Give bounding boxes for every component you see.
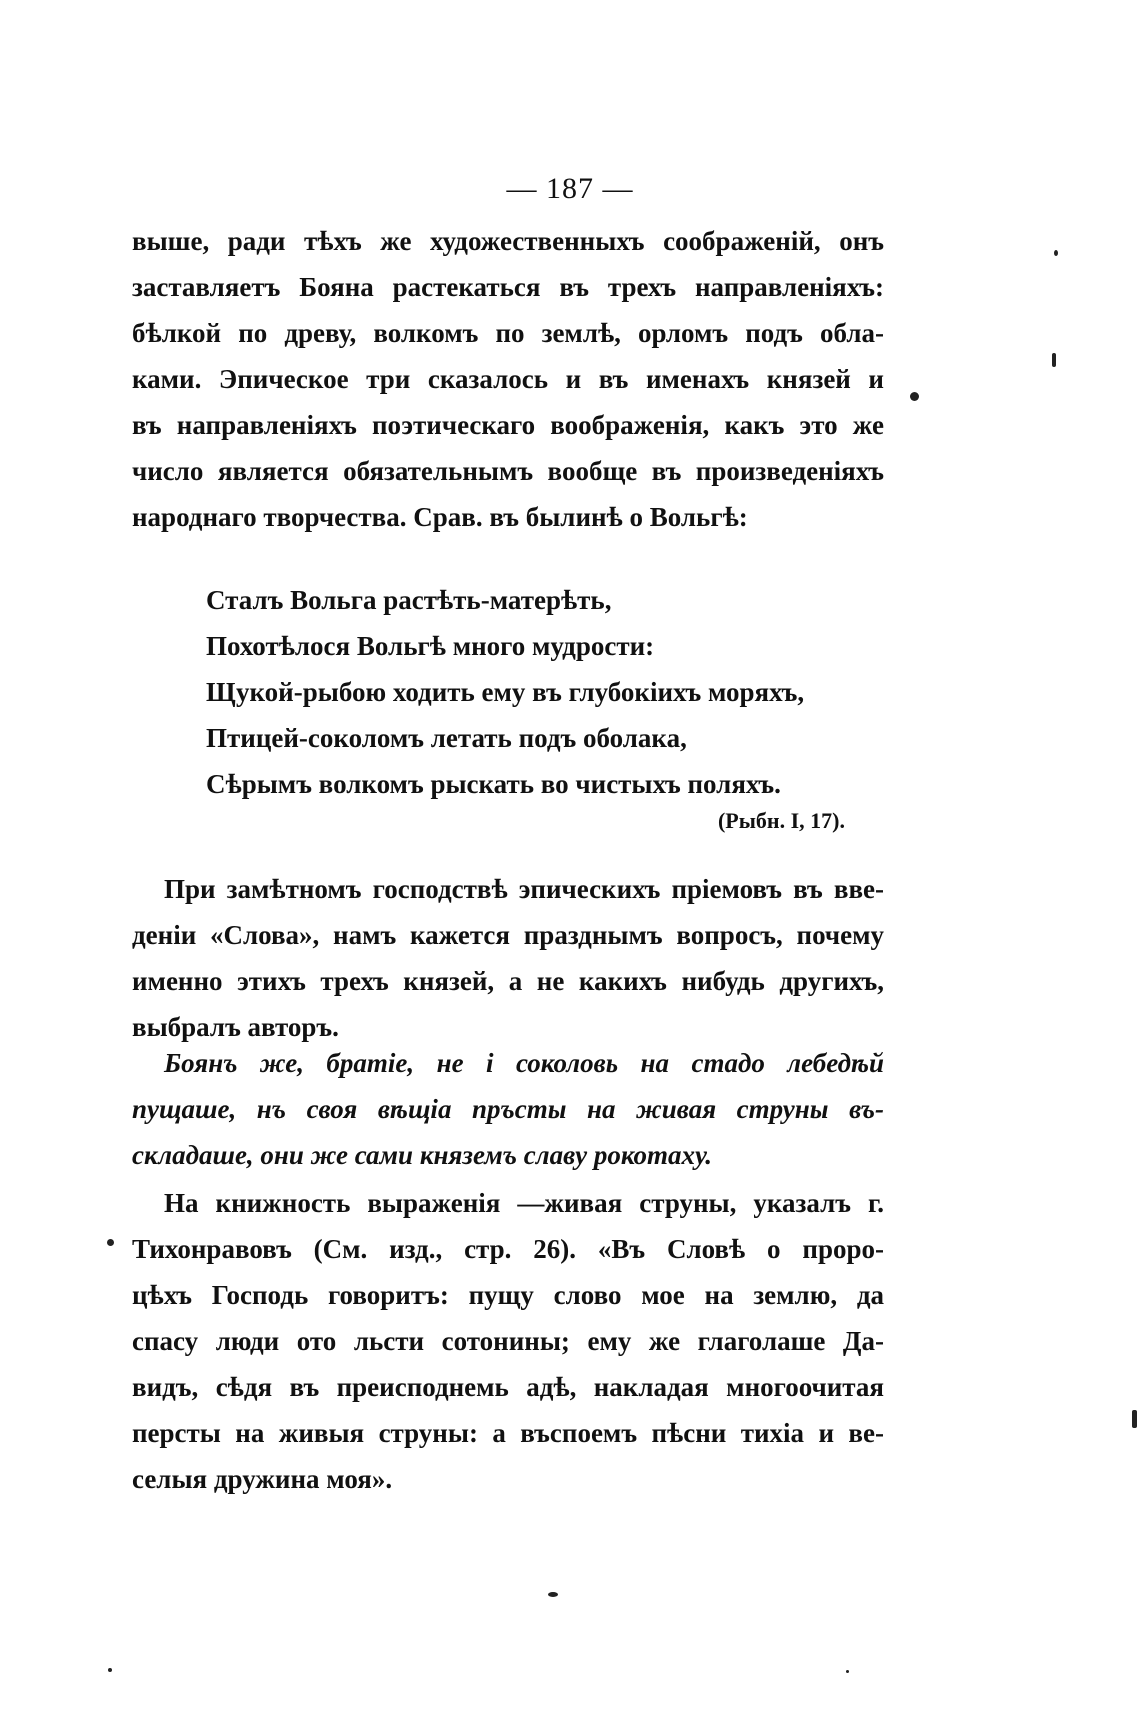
text-line: въ направленіяхъ поэтическаго воображенія, какъ это же xyxy=(132,410,884,440)
text-line: ками. Эпическое три сказалось и въ именахъ князей и xyxy=(132,364,884,394)
text-line: народнаго творчества. Срав. въ былинѣ о Вольгѣ: xyxy=(132,502,748,532)
verse-line: Сталъ Вольга растѣть-матерѣть, xyxy=(206,585,612,615)
text-line: выбралъ авторъ. xyxy=(132,1012,339,1042)
scan-speck xyxy=(1132,1410,1137,1428)
quote-line: Боянъ же, братіе, не і соколовь на стадо лебедѣй xyxy=(164,1048,884,1078)
text-line: бѣлкой по древу, волкомъ по землѣ, орломъ подъ обла- xyxy=(132,318,884,348)
text-line: На книжность выраженія —живая струны, указалъ г. xyxy=(164,1188,884,1218)
scan-speck xyxy=(1054,250,1058,256)
text-line: деніи «Слова», намъ кажется празднымъ вопросъ, почему xyxy=(132,920,884,950)
citation: (Рыбн. I, 17). xyxy=(717,808,845,833)
scan-speck xyxy=(107,1239,114,1246)
text-line: персты на живыя струны: а въспоемъ пѣсни тихіа и ве- xyxy=(132,1418,884,1448)
scan-speck xyxy=(846,1670,849,1673)
quote-line: пущаше, нъ своя вѣщіа пръсты на живая струны въ- xyxy=(132,1094,884,1124)
page-number: — 187 — xyxy=(506,172,634,205)
text-line: именно этихъ трехъ князей, а не какихъ нибудь другихъ, xyxy=(132,966,884,996)
verse-block xyxy=(206,577,896,807)
quote-line: складаше, они же сами княземъ славу рокотаху. xyxy=(132,1140,713,1170)
paragraph-1 xyxy=(132,218,884,540)
verse-line: Сѣрымъ волкомъ рыскать во чистыхъ поляхъ. xyxy=(206,769,781,799)
text-line: заставляетъ Бояна растекаться въ трехъ направленіяхъ: xyxy=(132,272,884,302)
scan-speck xyxy=(1052,353,1056,367)
verse-line: Птицей-соколомъ летать подъ оболака, xyxy=(206,723,687,753)
scan-speck xyxy=(910,392,919,401)
scan-speck xyxy=(548,1592,558,1597)
text-line: число является обязательнымъ вообще въ произведеніяхъ xyxy=(132,456,884,486)
text-line: спасу люди ото льсти сотонины; ему же глаголаше Да- xyxy=(132,1326,884,1356)
text-line: выше, ради тѣхъ же художественныхъ соображеній, онъ xyxy=(132,226,884,256)
paragraph-2 xyxy=(132,866,884,1050)
verse-line: Щукой-рыбою ходить ему въ глубокіихъ моряхъ, xyxy=(206,677,805,707)
scan-speck xyxy=(108,1668,112,1672)
quote-block xyxy=(132,1040,884,1178)
verse-line: Похотѣлося Вольгѣ много мудрости: xyxy=(206,631,655,661)
paragraph-3 xyxy=(132,1180,884,1502)
text-line: При замѣтномъ господствѣ эпическихъ пріемовъ въ вве- xyxy=(164,874,884,904)
text-line: Тихонравовъ (См. изд., стр. 26). «Въ Словѣ о проро- xyxy=(132,1234,884,1264)
text-line: видъ, сѣдя въ преисподнемь адѣ, накладая многоочитая xyxy=(132,1372,884,1402)
text-line: цѣхъ Господь говоритъ: пущу слово мое на землю, да xyxy=(132,1280,884,1310)
text-line: селыя дружина моя». xyxy=(132,1464,393,1494)
